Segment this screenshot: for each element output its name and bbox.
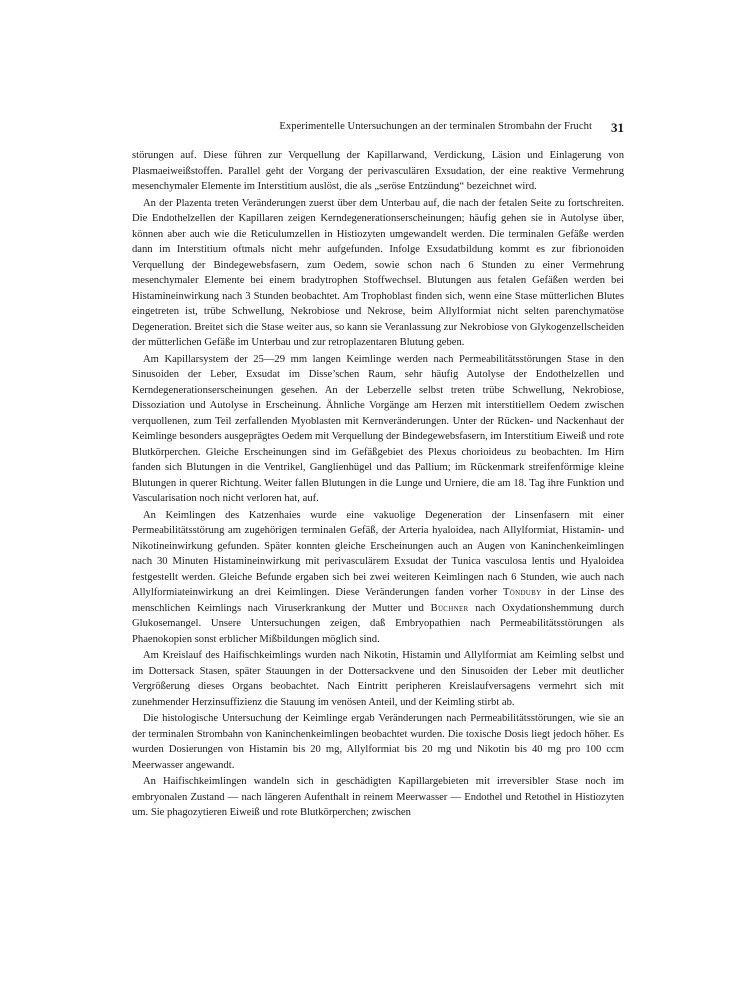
author-name-tondury: Tönduby <box>502 587 542 598</box>
body-text <box>132 148 624 822</box>
paragraph-4-text-c: nach Oxydationshemmung durch Glukosemangel. Unsere Untersuchungen zeigen, daß Embryopathien nach Permeabilitätsstörungen als Phaenokopien sonst erblicher Mißbildungen möglich sind. <box>132 602 625 645</box>
author-name-buchner: Büchner <box>430 602 469 614</box>
paragraph-2: An der Plazenta treten Veränderungen zuerst über dem Unterbau auf, die nach der fetalen Seite zu fortschreiten. Die Endothelzellen der Kapillaren zeigen Kerndegenerationserscheinungen; häufig gehen sie in Autolyse über, können aber auch wie die Reticulumzellen in Histiozyten umgewandelt werden. Die terminalen Gefäße werden dann im Interstitium oftmals nicht mehr aufgefunden. Infolge Exsudatbildung kommt es zur fibrionoiden Verquellung der Bindegewebsfasern, zum Oedem, sowie schon nach 6 Stunden zu einer Vermehrung mesenchymaler Elemente bei einem bradytrophen Stoffwechsel. Blutungen aus fetalen Gefäßen werden bei Histamineinwirkung nach 3 Stunden beobachtet. Am Trophoblast finden sich, wenn eine Stase mütterlichen Blutes eingetreten ist, trübe Schwellung, Nekrobiose und Nekrose, beim Allylformiat nicht selten parenchymatöse Degeneration. Breitet sich die Stase weiter aus, so kann sie Veranlassung zur Nekrobiose von Glykogenzellscheiden der mütterlichen Gefäße im Unterbau und zur retroplazentaren Blutung geben. <box>132 197 624 348</box>
paragraph-4 <box>132 508 624 648</box>
paragraph-7: An Haifischkeimlingen wandeln sich in geschädigten Kapillargebieten mit irreversibler Stase noch im embryonalen Zustand — nach längeren Aufenthalt in reinem Meerwasser — Endothel und Retothel in Histiozyten um. Sie phagozytieren Eiweiß und rote Blutkörperchen; zwischen <box>132 776 624 818</box>
running-header <box>132 121 624 137</box>
paragraph-1: störungen auf. Diese führen zur Verquellung der Kapillarwand, Verdickung, Läsion und Einlagerung von Plasmaeiweißstoffen. Parallel geht der Vorgang der perivasculären Exsudation, der eine reaktive Vermehrung mesenchymaler Elemente im Interstitium auslöst, die als „seröse Entzündung“ bezeichnet wird. <box>132 150 624 192</box>
paragraph-4-text-b: in der Linse des menschlichen Keimlings nach Viruserkrankung der Mutter und <box>132 587 624 614</box>
paragraph-3: Am Kapillarsystem der 25—29 mm langen Keimlinge werden nach Permeabilitätsstörungen Stase in den Sinusoiden der Leber, Exsudat im Disse’schen Raum, sehr häufig Autolyse der Endothelzellen und Kerndegenerationserscheinungen gesehen. An der Leberzelle selbst treten trübe Schwellung, Nekrobiose, Dissoziation und Autolyse in Erscheinung. Ähnliche Vorgänge am Herzen mit interstitiellem Oedem zwischen verquollenen, zum Teil zerfallenden Myoblasten mit Kernveränderungen. Unter der Rücken- und Nackenhaut der Keimlinge besonders ausgeprägtes Oedem mit Verquellung der Bindegewebsfasern, im Interstitium Eiweiß und rote Blutkörperchen. Gleiche Erscheinungen sind im Gefäßgebiet des Plexus chorioideus zu beobachten. Im Hirn fanden sich Blutungen in die Ventrikel, Ganglienhügel und das Pallium; im Rückenmark streifenförmige kleine Blutungen in querer Richtung. Weiter fallen Blutungen in die Lunge und Urniere, die am 18. Tag ihre Funktion und Vascularisation noch nicht verloren hat, auf. <box>132 353 624 504</box>
paragraph-6: Die histologische Untersuchung der Keimlinge ergab Veränderungen nach Permeabilitätsstörungen, wie sie an der terminalen Strombahn von Kaninchenkeimlingen beobachtet wurden. Die toxische Dosis liegt jedoch höher. Es wurden Dosierungen von Histamin bis 20 mg, Allylformiat bis 20 mg und Nikotin bis 40 mg pro 100 ccm Meerwasser angewandt. <box>132 713 624 771</box>
running-title: Experimentelle Untersuchungen an der terminalen Strombahn der Frucht <box>279 121 592 132</box>
paragraph-4-text-a: An Keimlingen des Katzenhaies wurde eine vakuolige Degeneration der Linsenfasern mit einer Permeabilitätsstörung am zugehörigen terminalen Gefäß, der Arteria hyaloidea, nach Allylformiat, Histamin- und Nikotineinwirkung gefunden. Später konnten gleiche Erscheinungen auch an Augen von Kaninchenkeimlingen nach 30 Minuten Histamineinwirkung mit perivasculärem Exsudat der Tunica vasculosa lentis und Hyaloidea festgestellt werden. Gleiche Befunde ergaben sich bei zwei weiteren Keimlingen nach 6 Stunden, wie auch nach Allylformiateinwirkung an drei Keimlingen. Diese Veränderungen fanden vorher <box>132 509 624 598</box>
page-number: 31 <box>611 120 624 135</box>
paragraph-5: Am Kreislauf des Haifischkeimlings wurden nach Nikotin, Histamin und Allylformiat am Keimling selbst und im Dottersack Stasen, später Stauungen in der Dottersackvene und den Sinusoiden der Leber mit deutlicher Vergrößerung dieses Organs beobachtet. Nach Eintritt peripheren Kreislaufversagens vermehrt sich mit zunehmender Herzinsuffizienz die Stauung im venösen Anteil, und der Keimling stirbt ab. <box>132 650 624 708</box>
